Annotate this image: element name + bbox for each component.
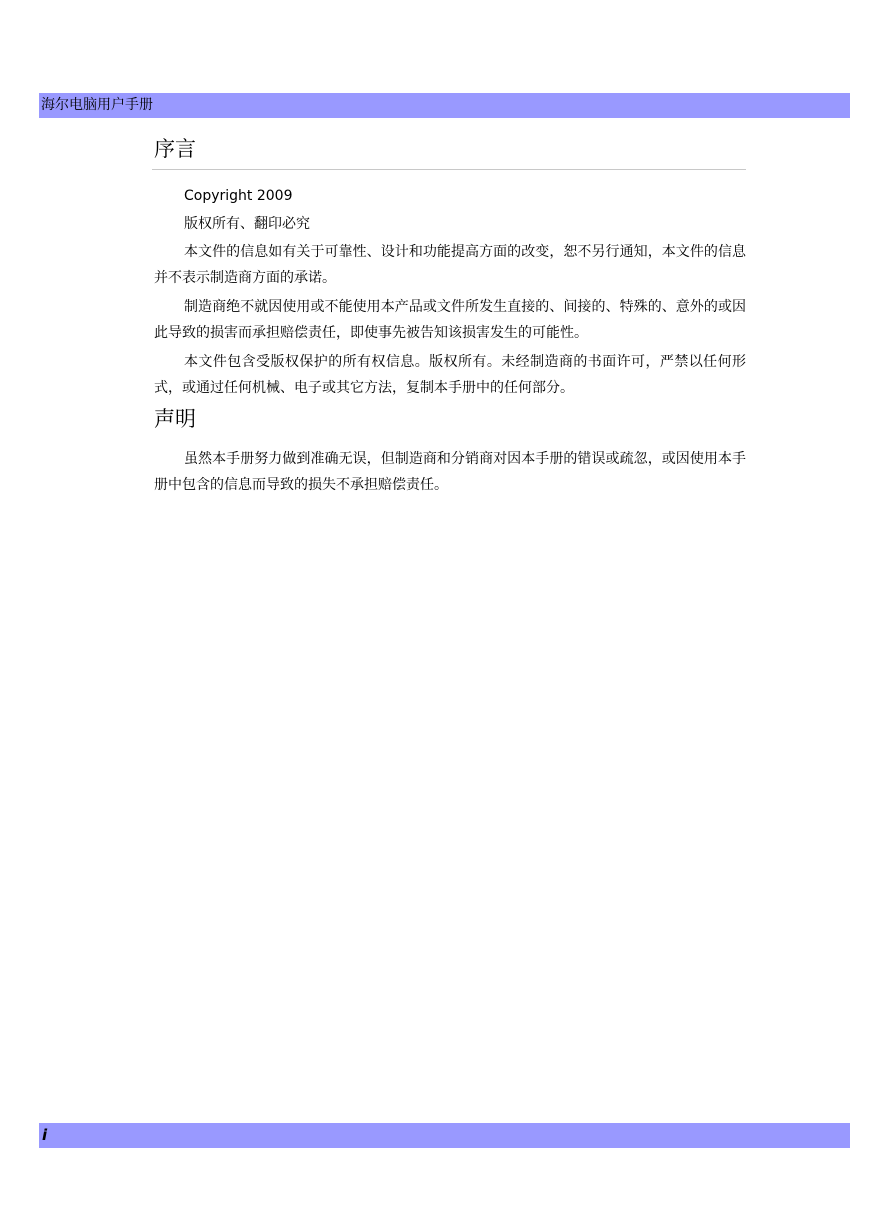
preface-paragraph-3: 本文件包含受版权保护的所有权信息。版权所有。未经制造商的书面许可，严禁以任何形式，或通过任何机械、电子或其它方法，复制本手册中的任何部分。 <box>154 354 746 396</box>
preface-heading: 序言 <box>154 137 196 161</box>
rights-line: 版权所有、翻印必究 <box>184 216 310 232</box>
preface-paragraph-1: 本文件的信息如有关于可靠性、设计和功能提高方面的改变，恕不另行通知，本文件的信息并不表示制造商方面的承诺。 <box>154 244 746 286</box>
heading-divider <box>152 169 746 170</box>
statement-paragraph-1: 虽然本手册努力做到准确无误，但制造商和分销商对因本手册的错误或疏忽，或因使用本手册中包含的信息而导致的损失不承担赔偿责任。 <box>154 451 746 493</box>
statement-heading: 声明 <box>154 407 196 431</box>
page-number: i <box>42 1126 48 1144</box>
header-bar <box>39 93 850 118</box>
page-content <box>154 134 746 501</box>
copyright-line: Copyright 2009 <box>184 188 293 204</box>
footer-bar <box>39 1123 850 1148</box>
manual-title: 海尔电脑用户手册 <box>41 97 153 113</box>
preface-paragraph-2: 制造商绝不就因使用或不能使用本产品或文件所发生直接的、间接的、特殊的、意外的或因此导致的损害而承担赔偿责任，即使事先被告知该损害发生的可能性。 <box>154 299 746 341</box>
